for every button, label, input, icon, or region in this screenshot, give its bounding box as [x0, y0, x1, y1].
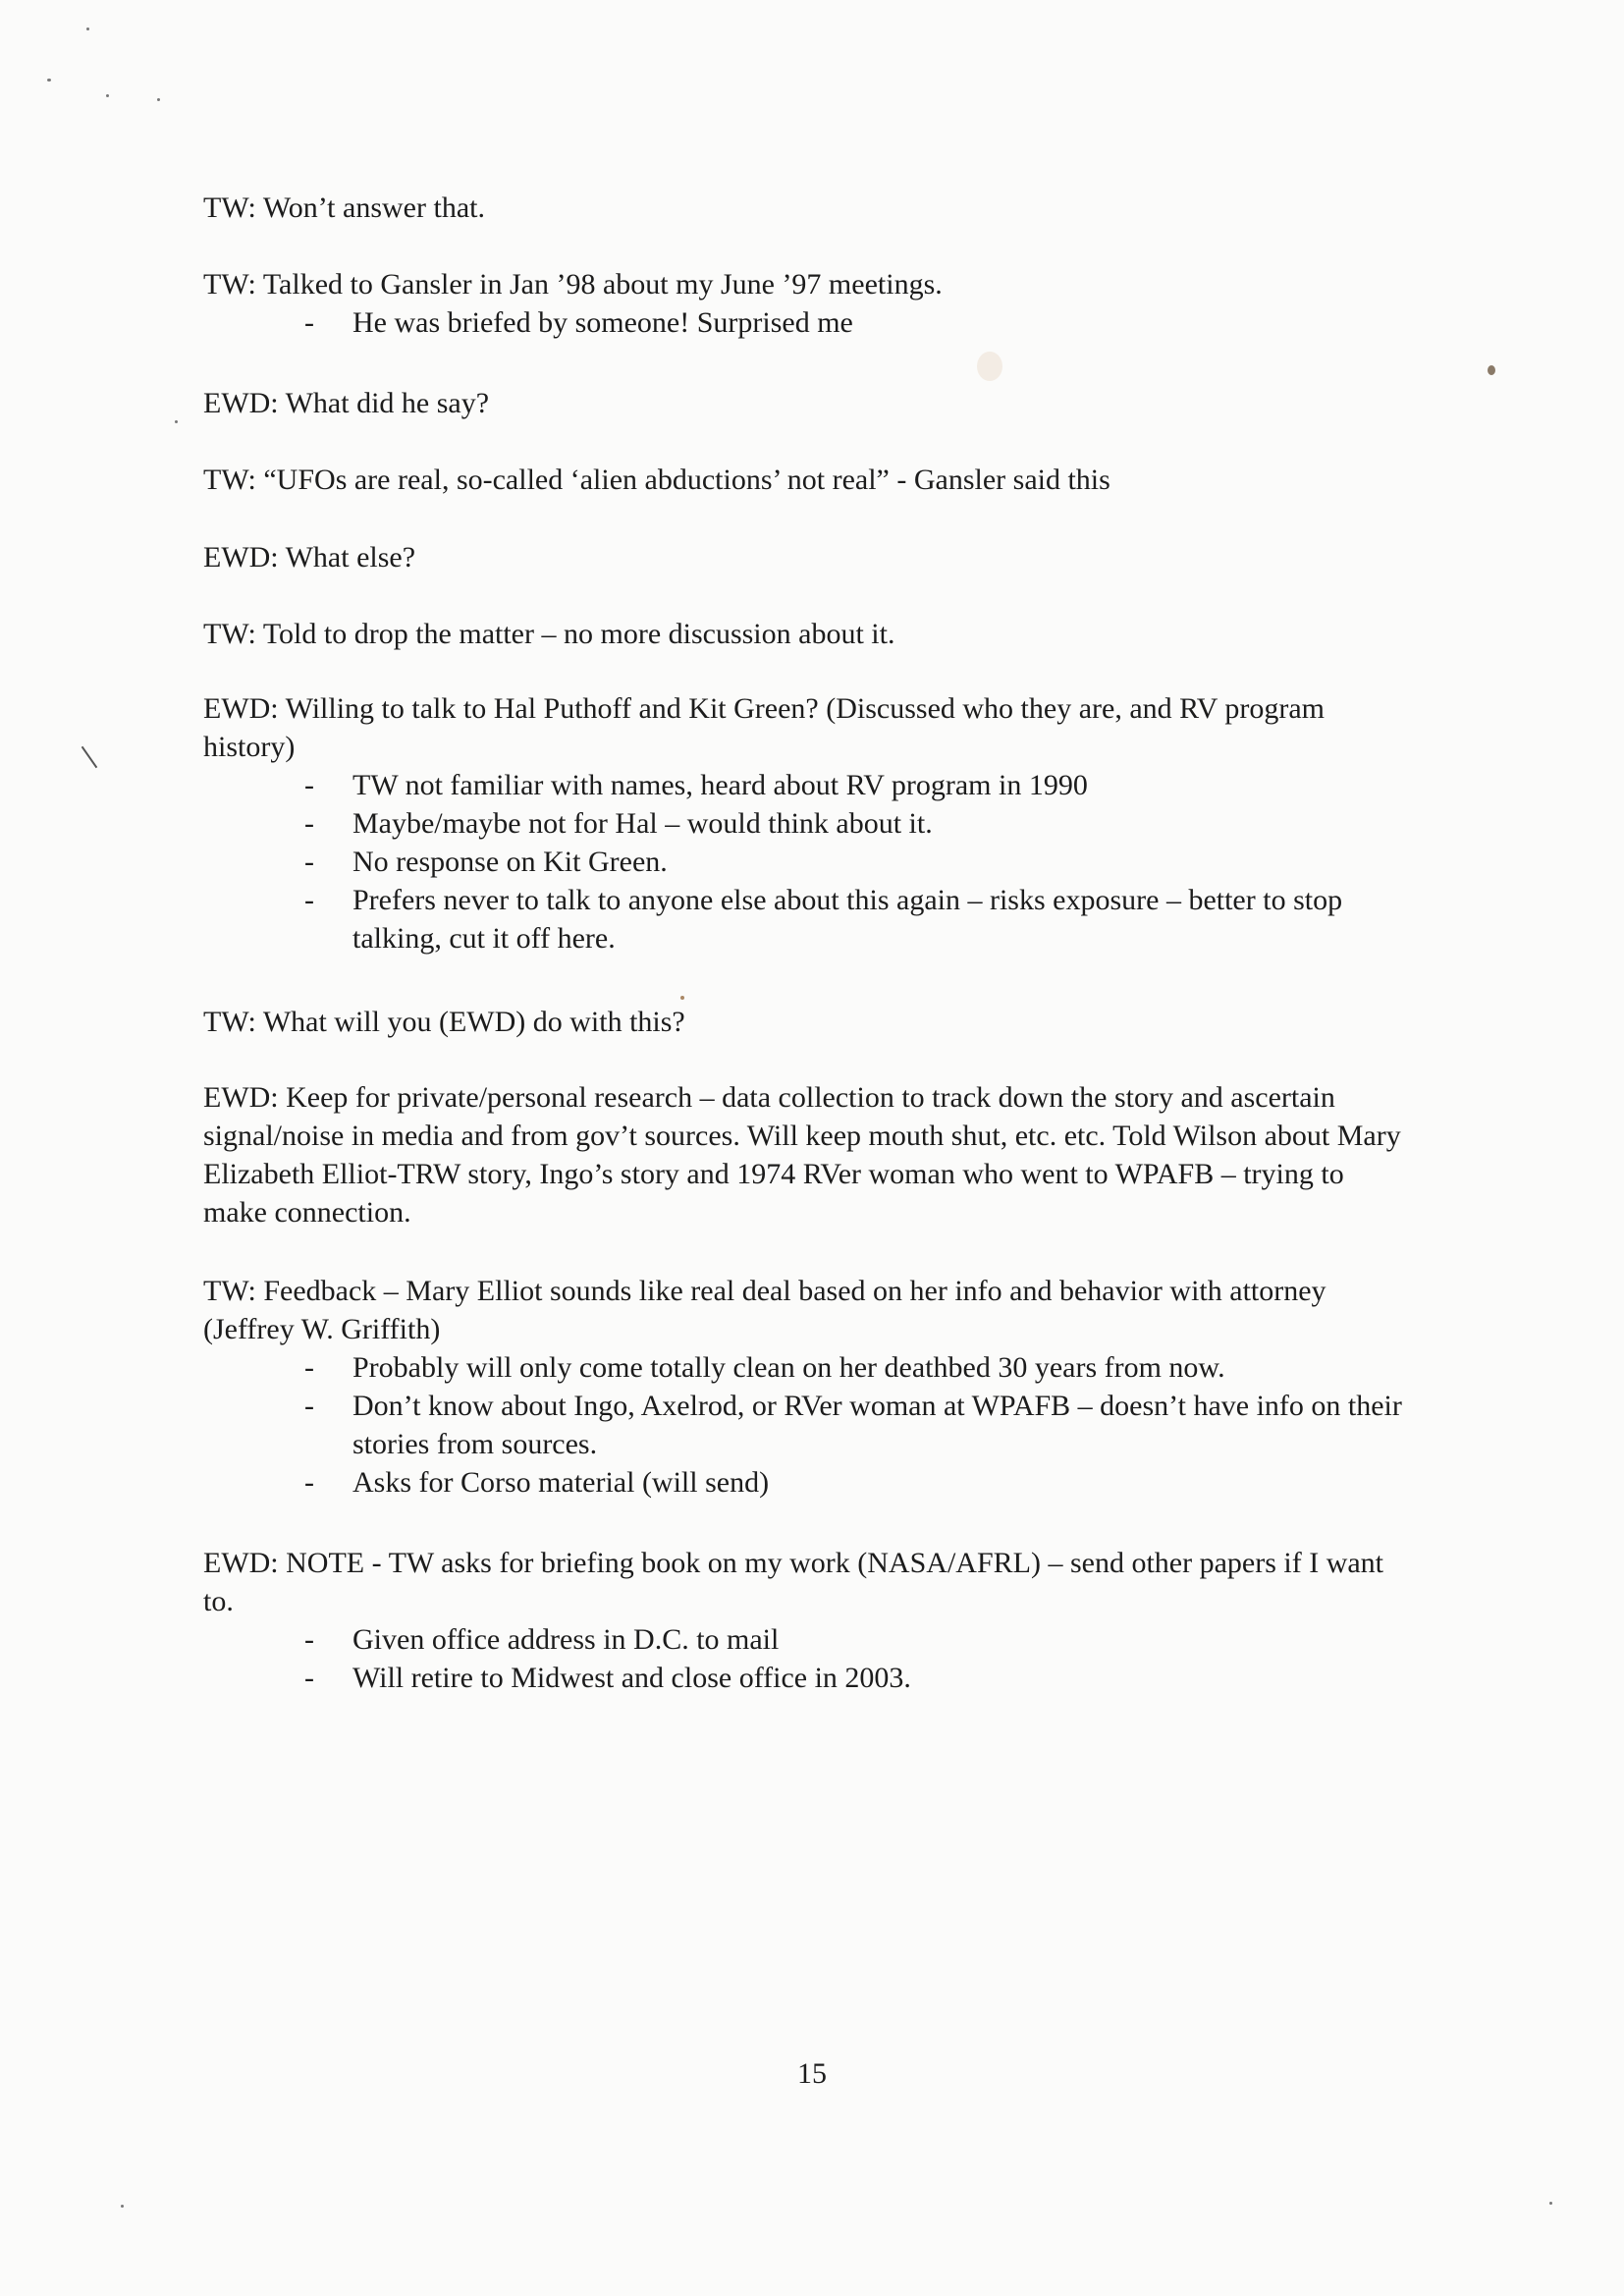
bullet-item [203, 1659, 1411, 1697]
bullet-marker: - [304, 846, 314, 878]
entry-text: TW: Won’t answer that. [203, 191, 485, 224]
bullet-text: Given office address in D.C. to mail [352, 1623, 780, 1656]
scan-speck [1488, 365, 1495, 375]
bullet-item [203, 1348, 1411, 1387]
bullet-text: TW not familiar with names, heard about RV program in 1990 [352, 769, 1088, 801]
entry-8 [203, 1078, 1411, 1231]
entry-text: EWD: What did he say? [203, 387, 490, 419]
bullet-item [203, 766, 1411, 804]
scan-mark [81, 746, 98, 768]
entry-text: TW: Told to drop the matter – no more discussion about it. [203, 618, 895, 650]
bullet-marker: - [304, 1390, 314, 1422]
scan-speck [106, 94, 109, 97]
bullet-text: Don’t know about Ingo, Axelrod, or RVer woman at WPAFB – doesn’t have info on their stories from sources. [352, 1390, 1402, 1460]
entry-3 [203, 461, 1411, 499]
bullet-text: Prefers never to talk to anyone else about this again – risks exposure – better to stop talking, cut it off here. [352, 884, 1343, 955]
entry-text: EWD: What else? [203, 541, 416, 574]
entry-text: TW: Talked to Gansler in Jan ’98 about my June ’97 meetings. [203, 268, 943, 301]
scan-speck [175, 420, 178, 423]
entry-text: TW: “UFOs are real, so-called ‘alien abductions’ not real” - Gansler said this [203, 464, 1110, 496]
scan-speck [1549, 2202, 1552, 2205]
bullet-text: Maybe/maybe not for Hal – would think about it. [352, 807, 933, 840]
bullet-text: No response on Kit Green. [352, 846, 668, 878]
scan-speck [47, 79, 51, 82]
entry-text: EWD: Keep for private/personal research – data collection to track down the story and ascertain signal/noise in media and from gov’t sources. Will keep mouth shut, etc. etc. Told Wilson about Mary Elizabeth Elliot-TRW story, Ingo’s story and 1974 RVer woman who went to WPAFB – trying to make connection. [203, 1081, 1401, 1229]
bullet-item [203, 1463, 1411, 1502]
bullet-marker: - [304, 1351, 314, 1384]
bullet-marker: - [304, 306, 314, 339]
bullet-item [203, 1620, 1411, 1659]
bullet-list [203, 1620, 1411, 1697]
bullet-item [203, 303, 1411, 342]
scan-speck [157, 98, 160, 101]
bullet-item [203, 843, 1411, 881]
bullet-marker: - [304, 1623, 314, 1656]
entry-1 [203, 265, 1411, 342]
scan-stain [977, 352, 1002, 381]
bullet-list [203, 766, 1411, 957]
entry-9 [203, 1272, 1411, 1502]
bullet-marker: - [304, 769, 314, 801]
bullet-text: Asks for Corso material (will send) [352, 1466, 770, 1499]
entry-text: TW: What will you (EWD) do with this? [203, 1006, 685, 1038]
bullet-text: He was briefed by someone! Surprised me [352, 306, 853, 339]
bullet-item [203, 1387, 1411, 1463]
bullet-marker: - [304, 1662, 314, 1694]
bullet-marker: - [304, 1466, 314, 1499]
entry-5 [203, 615, 1411, 653]
bullet-marker: - [304, 807, 314, 840]
scan-speck [86, 27, 89, 30]
bullet-item [203, 804, 1411, 843]
entry-text: TW: Feedback – Mary Elliot sounds like real deal based on her info and behavior with attorney (Jeffrey W. Griffith) [203, 1275, 1326, 1345]
page-number: 15 [797, 2057, 827, 2090]
entry-4 [203, 538, 1411, 576]
bullet-list [203, 303, 1411, 342]
bullet-item [203, 881, 1411, 957]
scan-speck [680, 996, 684, 1000]
entry-10 [203, 1544, 1411, 1697]
bullet-marker: - [304, 884, 314, 916]
entry-7 [203, 1003, 1411, 1041]
entry-6 [203, 689, 1411, 957]
bullet-text: Probably will only come totally clean on her deathbed 30 years from now. [352, 1351, 1225, 1384]
entry-text: EWD: NOTE - TW asks for briefing book on my work (NASA/AFRL) – send other papers if I want to. [203, 1547, 1384, 1617]
entry-2 [203, 384, 1411, 422]
bullet-list [203, 1348, 1411, 1502]
bullet-text: Will retire to Midwest and close office in 2003. [352, 1662, 911, 1694]
entry-0 [203, 189, 1411, 227]
entry-text: EWD: Willing to talk to Hal Puthoff and Kit Green? (Discussed who they are, and RV program history) [203, 692, 1325, 763]
scan-speck [121, 2205, 124, 2208]
